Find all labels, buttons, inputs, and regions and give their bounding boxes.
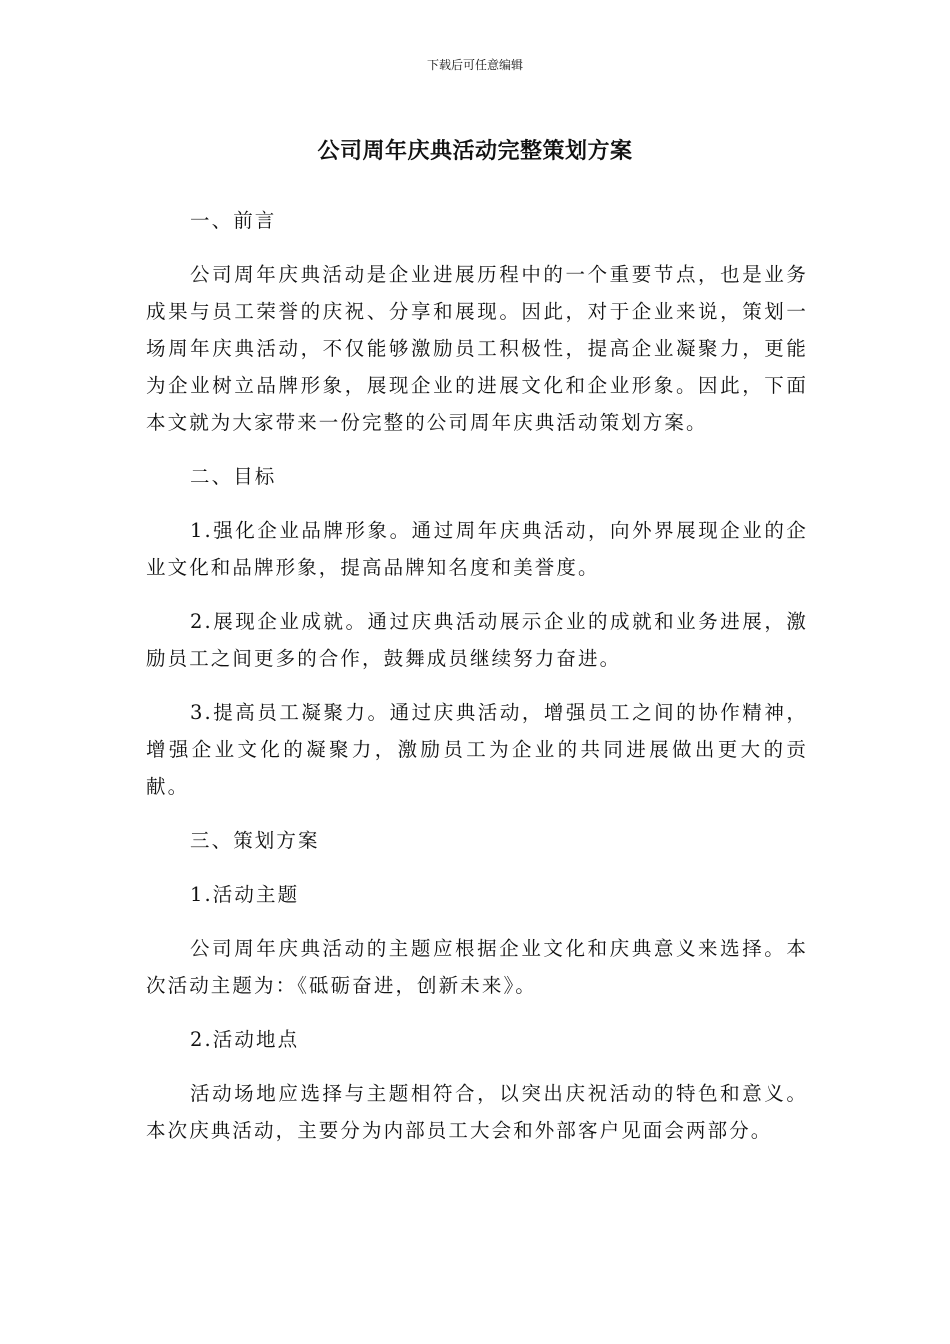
subheading-theme: 1.活动主题 — [190, 883, 300, 906]
section-heading-plan: 三、策划方案 — [190, 829, 320, 852]
paragraph-goal-3: 3.提高员工凝聚力。通过庆典活动，增强员工之间的协作精神，增强企业文化的凝聚力，激励员工为企业的共同进展做出更大的贡献。 — [146, 701, 808, 798]
paragraph-goal-1: 1.强化企业品牌形象。通过周年庆典活动，向外界展现企业的企业文化和品牌形象，提高品牌知名度和美誉度。 — [146, 519, 808, 579]
subheading-venue: 2.活动地点 — [190, 1028, 300, 1051]
paragraph-goal-2: 2.展现企业成就。通过庆典活动展示企业的成就和业务进展，激励员工之间更多的合作，鼓舞成员继续努力奋进。 — [146, 610, 808, 670]
section-heading-preface: 一、前言 — [190, 209, 277, 232]
paragraph-preface: 公司周年庆典活动是企业进展历程中的一个重要节点，也是业务成果与员工荣誉的庆祝、分享和展现。因此，对于企业来说，策划一场周年庆典活动，不仅能够激励员工积极性，提高企业凝聚力，更能为企业树立品牌形象，展现企业的进展文化和企业形象。因此，下面本文就为大家带来一份完整的公司周年庆典活动策划方案。 — [146, 263, 808, 434]
paragraph-venue: 活动场地应选择与主题相符合，以突出庆祝活动的特色和意义。本次庆典活动，主要分为内部员工大会和外部客户见面会两部分。 — [146, 1082, 808, 1142]
document-body — [146, 202, 808, 1166]
paragraph-theme: 公司周年庆典活动的主题应根据企业文化和庆典意义来选择。本次活动主题为：《砥砺奋进，创新未来》。 — [146, 937, 808, 997]
document-title: 公司周年庆典活动完整策划方案 — [317, 139, 633, 164]
header-note: 下载后可任意编辑 — [426, 58, 523, 72]
section-heading-goals: 二、目标 — [190, 465, 277, 488]
